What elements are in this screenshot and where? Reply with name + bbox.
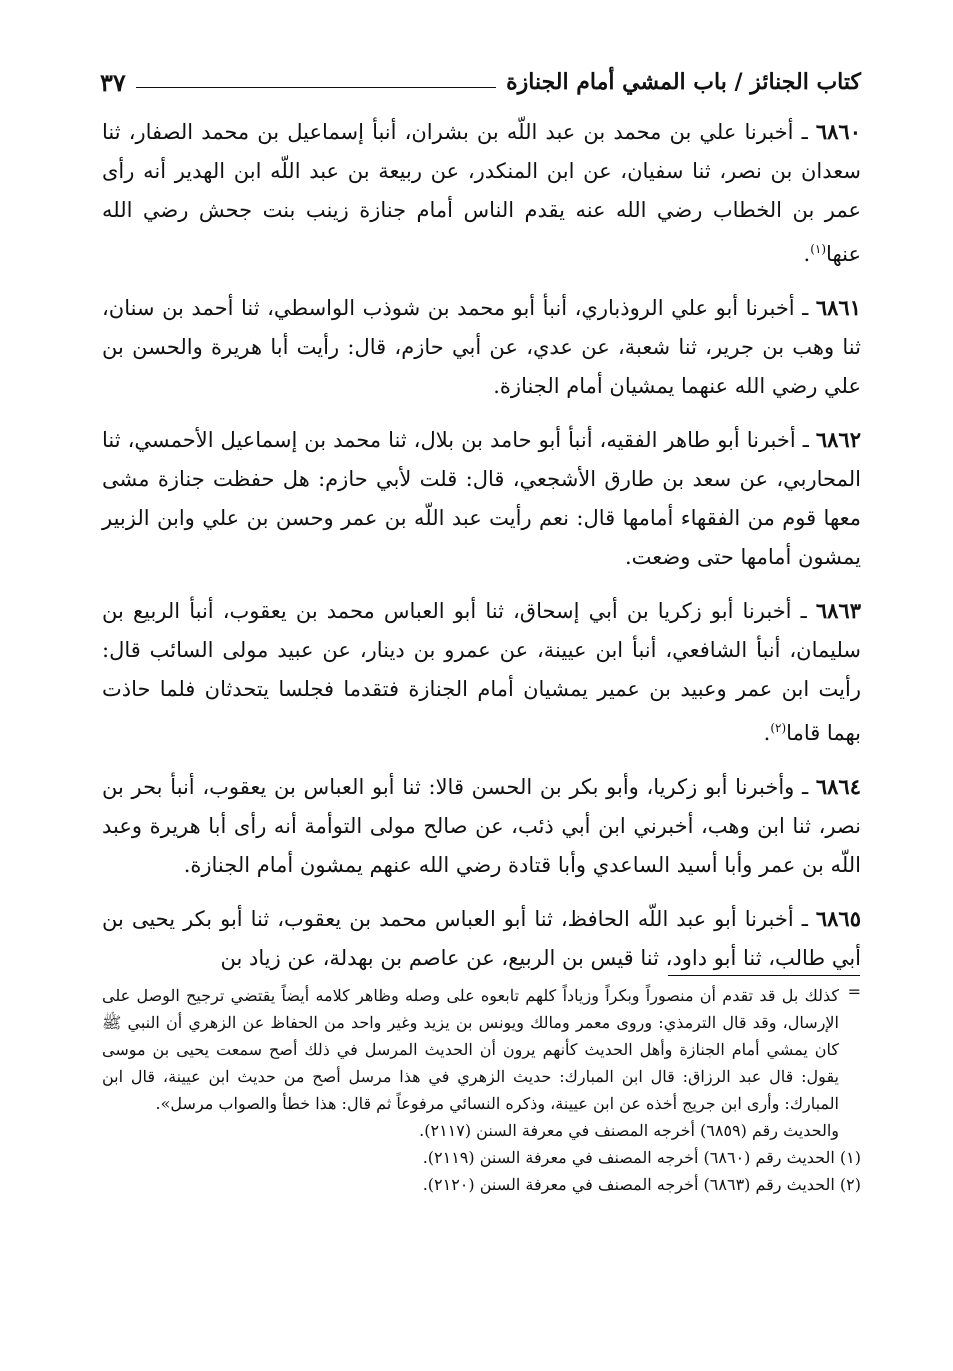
hadith-text: ـ أخبرنا أبو عبد اللّه الحافظ، ثنا أبو العباس محمد بن يعقوب، ثنا أبو بكر يحيى بن أبي طالب، ثنا أبو داود، ثنا قيس بن الربيع، عن عاصم بن بهدلة، عن زياد بن <box>102 907 861 970</box>
footnote-separator <box>668 975 860 976</box>
hadith-number: ٦٨٦٣ <box>815 598 861 623</box>
hadith-text: ـ وأخبرنا أبو زكريا، وأبو بكر بن الحسن قالا: ثنا أبو العباس بن يعقوب، أنبأ بحر بن نصر، ثنا ابن وهب، أخبرني ابن أبي ذئب، عن صالح مولى التوأمة أنه رأى أبا هريرة وعبد اللّه بن عمر وأبا أسيد الساعدي وأبا قتادة رضي الله عنهم يمشون أمام الجنازة. <box>102 775 861 877</box>
hadith-number: ٦٨٦٥ <box>815 906 861 931</box>
hadith-source-note: والحديث رقم (٦٨٥٩) أخرجه المصنف في معرفة السنن (٢١١٧). <box>419 1121 839 1140</box>
hadith-text: ـ أخبرنا أبو زكريا بن أبي إسحاق، ثنا أبو العباس محمد بن يعقوب، أنبأ الربيع بن سليمان، أنبأ الشافعي، أنبأ ابن عيينة، عن عمرو بن دينار، عن عبيد مولى السائب قال: رأيت ابن عمر وعبيد بن عمير يمشيان أمام الجنازة فتقدما فجلسا يتحدثان فلما حاذت بهما قاما <box>102 599 861 745</box>
footnote-continuation <box>102 982 861 1117</box>
header-rule <box>136 87 496 88</box>
footnote-ref: (١) <box>810 242 827 256</box>
hadith-number: ٦٨٦٤ <box>815 774 861 799</box>
hadith-number: ٦٨٦٢ <box>815 427 861 452</box>
running-header <box>100 62 861 102</box>
page-number: ٣٧ <box>100 67 126 97</box>
hadith-paragraph <box>102 767 861 885</box>
hadith-paragraph <box>102 420 861 577</box>
main-text <box>102 112 861 992</box>
footnote-2: (٢) الحديث رقم (٦٨٦٣) أخرجه المصنف في معرفة السنن (٢١٢٠). <box>422 1175 861 1194</box>
hadith-paragraph <box>102 899 861 978</box>
hadith-number: ٦٨٦١ <box>815 295 861 320</box>
hadith-paragraph: ٦٨٦٠ ـ أخبرنا علي بن محمد بن عبد اللّه بن بشران، أنبأ إسماعيل بن محمد الصفار، ثنا سعدان بن نصر، ثنا سفيان، عن ابن المنكدر، عن ربيعة بن عبد اللّه ابن الهدير أنه رأى عمر بن الخطاب رضي الله عنه يقدم الناس أمام جنازة زينب بنت جحش رضي الله عنها$^{(١)}$. <box>102 119 861 266</box>
hadith-text: ـ أخبرنا علي بن محمد بن عبد اللّه بن بشران، أنبأ إسماعيل بن محمد الصفار، ثنا سعدان بن نصر، ثنا سفيان، عن ابن المنكدر، عن ربيعة بن عبد اللّه ابن الهدير أنه رأى عمر بن الخطاب رضي الله عنه يقدم الناس أمام جنازة زينب بنت جحش رضي الله عنها <box>102 120 861 266</box>
footnote-1: (١) الحديث رقم (٦٨٦٠) أخرجه المصنف في معرفة السنن (٢١١٩). <box>422 1148 861 1167</box>
continuation-mark: = <box>847 982 861 1001</box>
chapter-title: كتاب الجنائز / باب المشي أمام الجنازة <box>506 69 861 95</box>
hadith-paragraph: ٦٨٦٣ ـ أخبرنا أبو زكريا بن أبي إسحاق، ثنا أبو العباس محمد بن يعقوب، أنبأ الربيع بن سليمان، أنبأ الشافعي، أنبأ ابن عيينة، عن عمرو بن دينار، عن عبيد مولى السائب قال: رأيت ابن عمر وعبيد بن عمير يمشيان أمام الجنازة فتقدما فجلسا يتحدثان فلما حاذت بهما قاما$^{(٢)}$. <box>102 598 861 745</box>
footnote-ref: (٢) <box>770 721 787 735</box>
hadith-text: ـ أخبرنا أبو علي الروذباري، أنبأ أبو محمد بن شوذب الواسطي، ثنا أحمد بن سنان، ثنا وهب بن جرير، ثنا شعبة، عن عدي، عن أبي حازم، قال: رأيت أبا هريرة والحسن بن علي رضي الله عنهما يمشيان أمام الجنازة. <box>102 296 861 398</box>
hadith-number: ٦٨٦٠ <box>815 119 861 144</box>
footnote-continuation-text: كذلك بل قد تقدم أن منصوراً وبكراً وزياداً كلهم تابعوه على وصله وظاهر كلامه أيضاً يقتضي ترجيح الوصل على الإرسال، وقد قال الترمذي: وروى معمر ومالك ويونس بن يزيد وغير واحد من الحفاظ عن الزهري أن النبي ﷺ كان يمشي أمام الجنازة وأهل الحديث كأنهم يرون أن الحديث المرسل في ذلك أصح سمعت يحيى بن موسى يقول: قال عبد الرزاق: قال ابن المبارك: حديث الزهري في هذا مرسل أصح من حديث ابن عيينة، قال ابن المبارك: وأرى ابن جريج أخذه عن ابن عيينة، وذكره النسائي مرفوعاً ثم قال: هذا خطأ والصواب مرسل». <box>102 986 839 1113</box>
hadith-text: ـ أخبرنا أبو طاهر الفقيه، أنبأ أبو حامد بن بلال، ثنا محمد بن إسماعيل الأحمسي، ثنا المحاربي، عن سعد بن طارق الأشجعي، قال: قلت لأبي حازم: هل حفظت جنازة مشى معها قوم من الفقهاء أمامها قال: نعم رأيت عبد اللّه بن عمر وحسن بن علي وابن الزبير يمشون أمامها حتى وضعت. <box>102 428 861 569</box>
footnotes <box>102 982 861 1198</box>
hadith-paragraph <box>102 288 861 406</box>
